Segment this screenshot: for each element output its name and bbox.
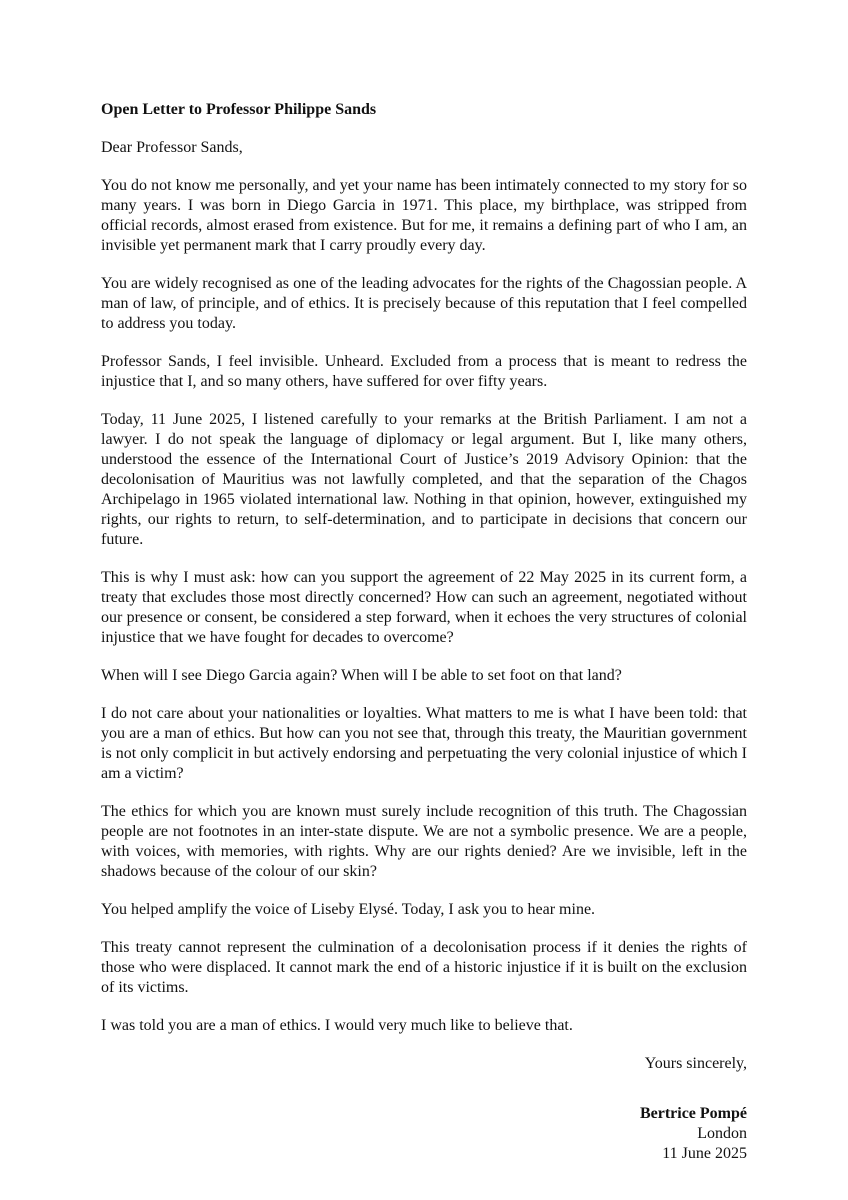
paragraph-6: When will I see Diego Garcia again? When will I be able to set foot on that land? [101, 667, 622, 684]
paragraph-9: You helped amplify the voice of Liseby Elysé. Today, I ask you to hear mine. [101, 901, 596, 918]
paragraph-4: Today, 11 June 2025, I listened carefully to your remarks at the British Parliament. I am not a lawyer. I do not speak the language of diplomacy or legal argument. But I, like many others, understood the essence of the International Court of Justice’s 2019 Advisory Opinion: that the decolonisation of Mauritius was not lawfully completed, and that the separation of the Chagos Archipelago in 1965 violated international law. Nothing in that opinion, however, extinguished my rights, our rights to return, to self-determination, and to participate in decisions that concern our future. [101, 411, 747, 548]
salutation: Dear Professor Sands, [101, 139, 243, 156]
letter-page [101, 100, 747, 1164]
paragraph-5: This is why I must ask: how can you support the agreement of 22 May 2025 in its current form, a treaty that excludes those most directly concerned? How can such an agreement, negotiated without our presence or consent, be considered a step forward, when it echoes the very structures of colonial injustice that we have fought for decades to overcome? [101, 569, 747, 646]
signature-location: London [697, 1125, 747, 1142]
paragraph-8: The ethics for which you are known must surely include recognition of this truth. The Chagossian people are not footnotes in an inter-state dispute. We are not a symbolic presence. We are a people, with voices, with memories, with rights. Why are our rights denied? Are we invisible, left in the shadows because of the colour of our skin? [101, 803, 747, 880]
closing: Yours sincerely, [644, 1055, 747, 1072]
letter-title: Open Letter to Professor Philippe Sands [101, 101, 377, 118]
paragraph-1: You do not know me personally, and yet your name has been intimately connected to my story for so many years. I was born in Diego Garcia in 1971. This place, my birthplace, was stripped from official records, almost erased from existence. But for me, it remains a defining part of who I am, an invisible yet permanent mark that I carry proudly every day. [101, 177, 747, 254]
signature-block [101, 1104, 747, 1164]
paragraph-3: Professor Sands, I feel invisible. Unheard. Excluded from a process that is meant to redress the injustice that I, and so many others, have suffered for over fifty years. [101, 353, 747, 390]
signature-date: 11 June 2025 [662, 1145, 747, 1162]
paragraph-10: This treaty cannot represent the culmination of a decolonisation process if it denies the rights of those who were displaced. It cannot mark the end of a historic injustice if it is built on the exclusion of its victims. [101, 939, 747, 996]
signature-name: Bertrice Pompé [639, 1105, 747, 1122]
paragraph-2: You are widely recognised as one of the leading advocates for the rights of the Chagossian people. A man of law, of principle, and of ethics. It is precisely because of this reputation that I feel compelled to address you today. [101, 275, 747, 332]
paragraph-11: I was told you are a man of ethics. I would very much like to believe that. [101, 1017, 573, 1034]
paragraph-7: I do not care about your nationalities or loyalties. What matters to me is what I have been told: that you are a man of ethics. But how can you not see that, through this treaty, the Mauritian government is not only complicit in but actively endorsing and perpetuating the very colonial injustice of which I am a victim? [101, 705, 747, 782]
